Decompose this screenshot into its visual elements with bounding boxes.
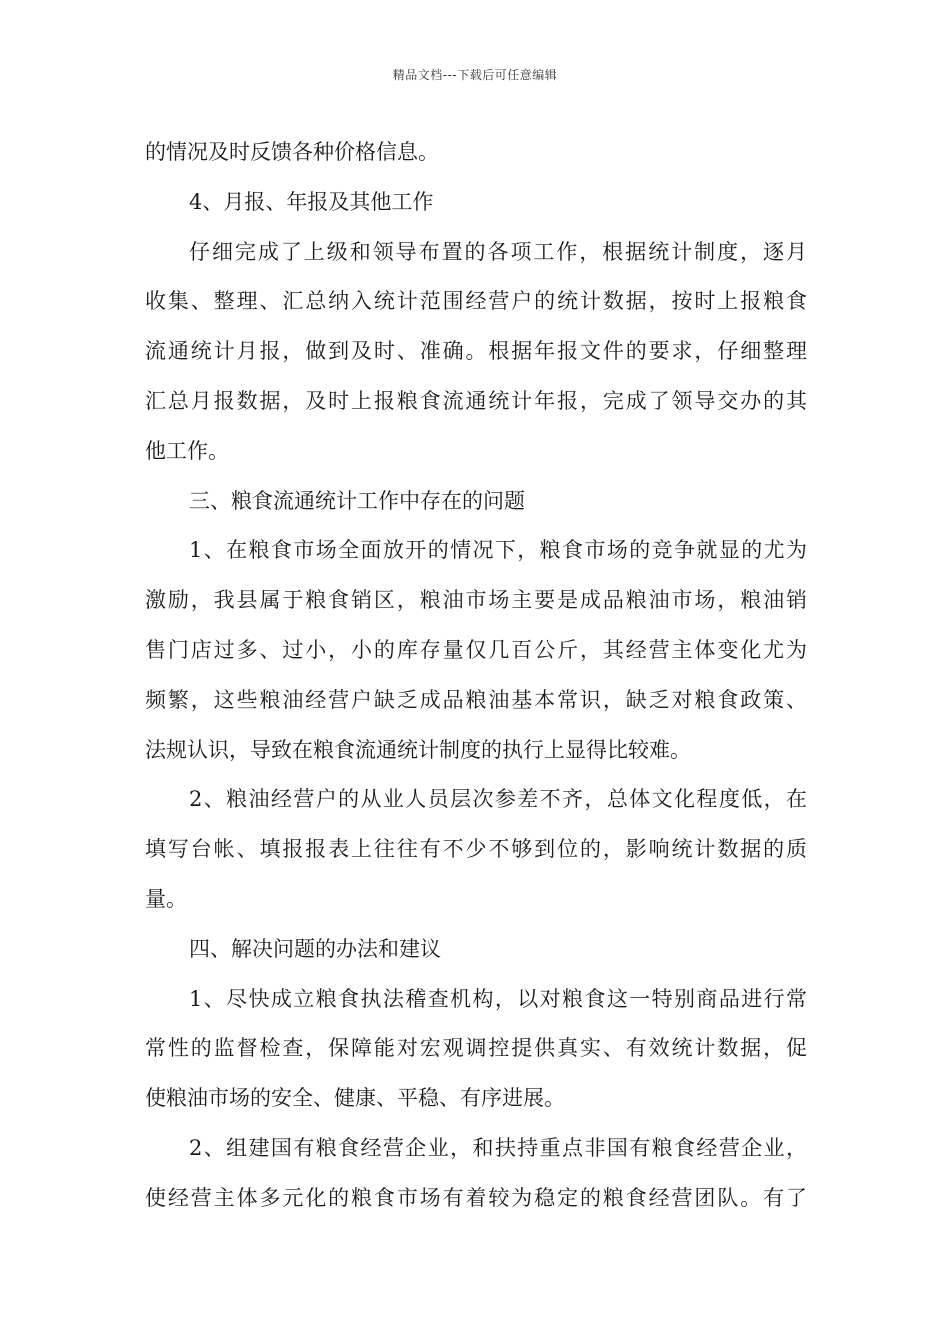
text-line: 三、粮食流通统计工作中存在的问题 — [189, 488, 525, 513]
text-line: 1、在粮食市场全面放开的情况下，粮食市场的竞争就显的尤为 — [189, 538, 807, 563]
text-line: 填写台帐、填报报表上往往有不少不够到位的，影响统计数据的质 — [145, 837, 807, 862]
text-line: 收集、整理、汇总纳入统计范围经营户的统计数据，按时上报粮食 — [145, 289, 807, 314]
text-line: 的情况及时反馈各种价格信息。 — [145, 140, 439, 164]
text-line: 流通统计月报，做到及时、准确。根据年报文件的要求，仔细整理 — [145, 339, 807, 364]
page-header: 精品文档---下载后可任意编辑 — [392, 68, 558, 82]
text-line: 频繁，这些粮油经营户缺乏成品粮油基本常识，缺乏对粮食政策、 — [145, 687, 807, 712]
text-line: 激励，我县属于粮食销区，粮油市场主要是成品粮油市场，粮油销 — [145, 588, 807, 613]
text-line: 法规认识，导致在粮食流通统计制度的执行上显得比较难。 — [145, 737, 691, 762]
text-line: 2、粮油经营户的从业人员层次参差不齐，总体文化程度低，在 — [189, 787, 807, 812]
text-line: 2、组建国有粮食经营企业，和扶持重点非国有粮食经营企业， — [189, 1135, 807, 1160]
text-line: 1、尽快成立粮食执法稽查机构，以对粮食这一特别商品进行常 — [189, 986, 807, 1011]
text-line: 售门店过多、过小，小的库存量仅几百公斤，其经营主体变化尤为 — [145, 637, 807, 662]
text-line: 常性的监督检查，保障能对宏观调控提供真实、有效统计数据，促 — [145, 1036, 807, 1061]
text-line: 四、解决问题的办法和建议 — [189, 936, 441, 961]
text-line: 仔细完成了上级和领导布置的各项工作，根据统计制度，逐月 — [189, 239, 807, 264]
text-line: 量。 — [145, 886, 187, 911]
text-line: 4、月报、年报及其他工作 — [189, 189, 434, 214]
text-line: 他工作。 — [145, 438, 229, 463]
text-line: 汇总月报数据，及时上报粮食流通统计年报，完成了领导交办的其 — [145, 388, 807, 413]
text-line: 使经营主体多元化的粮食市场有着较为稳定的粮食经营团队。有了 — [145, 1185, 807, 1210]
text-line: 使粮油市场的安全、健康、平稳、有序进展。 — [145, 1086, 565, 1111]
body-text — [145, 128, 807, 1224]
